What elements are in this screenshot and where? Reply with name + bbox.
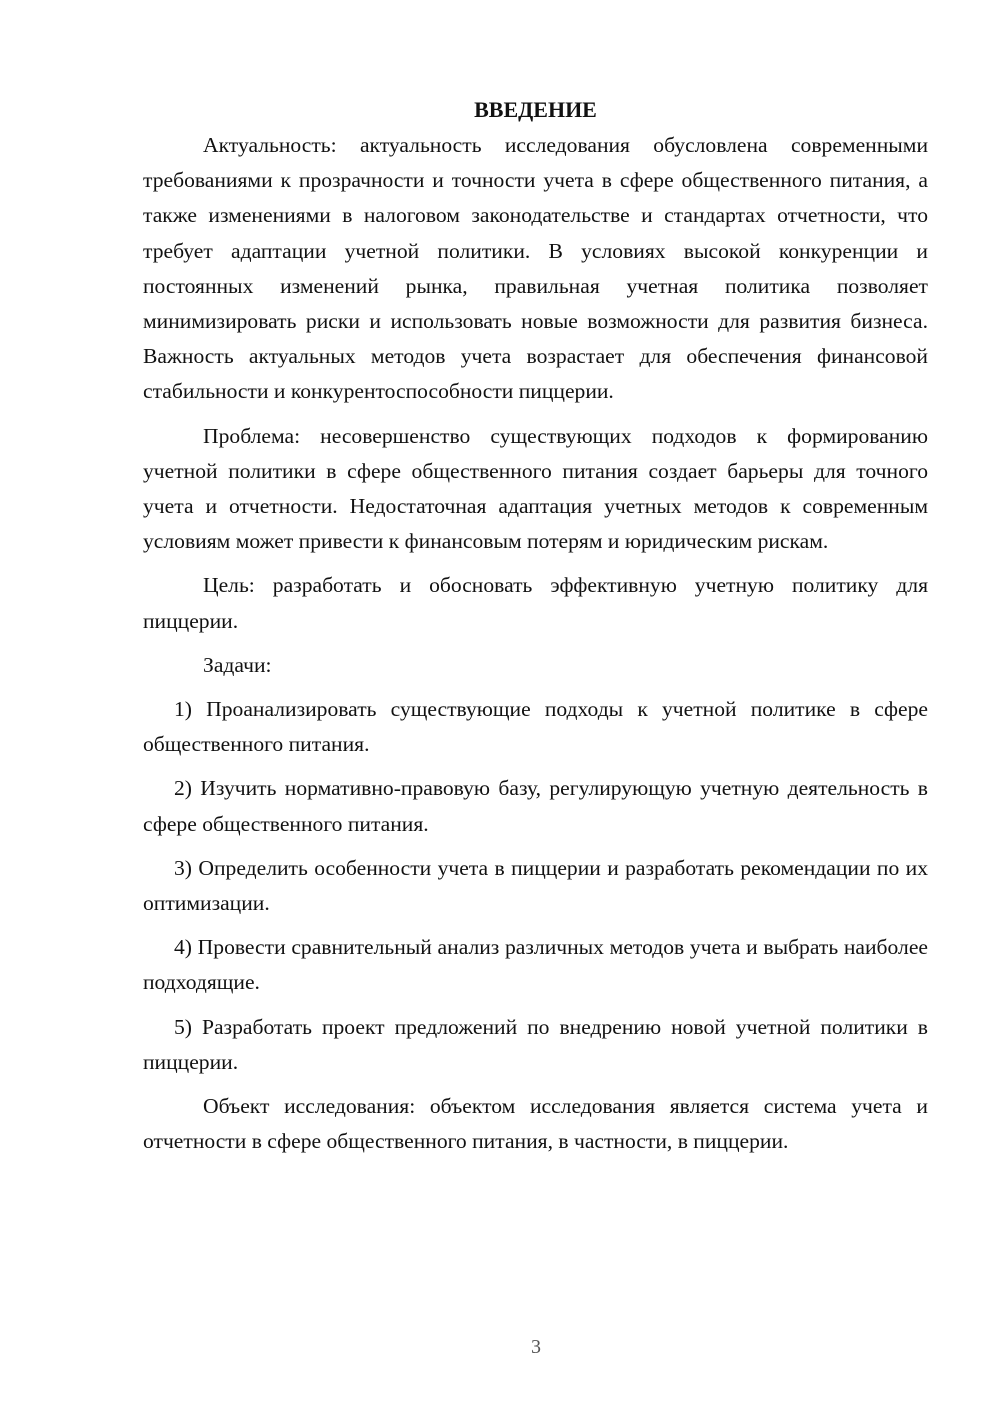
goal-paragraph: Цель: разработать и обосновать эффективную учетную политику для пиццерии. bbox=[143, 573, 928, 633]
task-item-1: 1) Проанализировать существующие подходы к учетной политике в сфере общественного питания. bbox=[143, 697, 928, 757]
task-item-5: 5) Разработать проект предложений по внедрению новой учетной политики в пиццерии. bbox=[143, 1014, 928, 1074]
page-number: 3 bbox=[531, 1336, 541, 1358]
object-paragraph: Объект исследования: объектом исследования является система учета и отчетности в сфере общественного питания, в частности, в пиццерии. bbox=[143, 1094, 928, 1154]
section-heading: ВВЕДЕНИЕ bbox=[474, 97, 597, 122]
relevance-paragraph: Актуальность: актуальность исследования обусловлена современными требованиями к прозрачности и точности учета в сфере общественного питания, а также изменениями в налоговом законодательстве и стандартах отчетности, что требует адаптации учетной политики. В условиях высокой конкуренции и постоянных изменений рынка, правильная учетная политика позволяет минимизировать риски и использовать новые возможности для развития бизнеса. Важность актуальных методов учета возрастает для обеспечения финансовой стабильности и конкурентоспособности пиццерии. bbox=[143, 133, 928, 404]
problem-paragraph: Проблема: несовершенство существующих подходов к формированию учетной политики в сфере общественного питания создает барьеры для точного учета и отчетности. Недостаточная адаптация учетных методов к современным условиям может привести к финансовым потерям и юридическим рискам. bbox=[143, 423, 928, 554]
document-page bbox=[143, 92, 928, 1159]
task-item-4: 4) Провести сравнительный анализ различных методов учета и выбрать наиболее подходящие. bbox=[143, 935, 928, 995]
task-item-2: 2) Изучить нормативно-правовую базу, регулирующую учетную деятельность в сфере общественного питания. bbox=[143, 776, 928, 836]
task-item-3: 3) Определить особенности учета в пиццерии и разработать рекомендации по их оптимизации. bbox=[143, 855, 928, 916]
tasks-heading: Задачи: bbox=[203, 652, 272, 677]
